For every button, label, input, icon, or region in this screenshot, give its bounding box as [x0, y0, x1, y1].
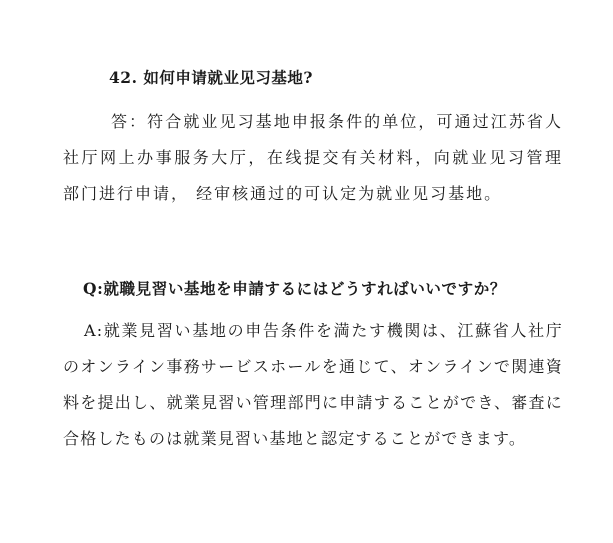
answer-paragraph-zh: 答：符合就业见习基地申报条件的单位，可通过江苏省人社厅网上办事服务大厅，在线提交有关材料，向就业见习管理部门进行申请， 经审核通过的可认定为就业见习基地。 — [63, 112, 563, 203]
question-heading-ja: Q:就職見習い基地を申請するにはどうすればいいですか？ — [83, 279, 506, 298]
question-heading-zh: 42. 如何申请就业见习基地? — [109, 68, 313, 87]
answer-paragraph-ja: A:就業見習い基地の申告条件を満たす機関は、江蘇省人社庁のオンライン事務サービスホールを通じて、オンラインで関連資料を提出し、就業見習い管理部門に申請することができ、審査に合格したものは就業見習い基地と認定することができます。 — [63, 321, 563, 448]
